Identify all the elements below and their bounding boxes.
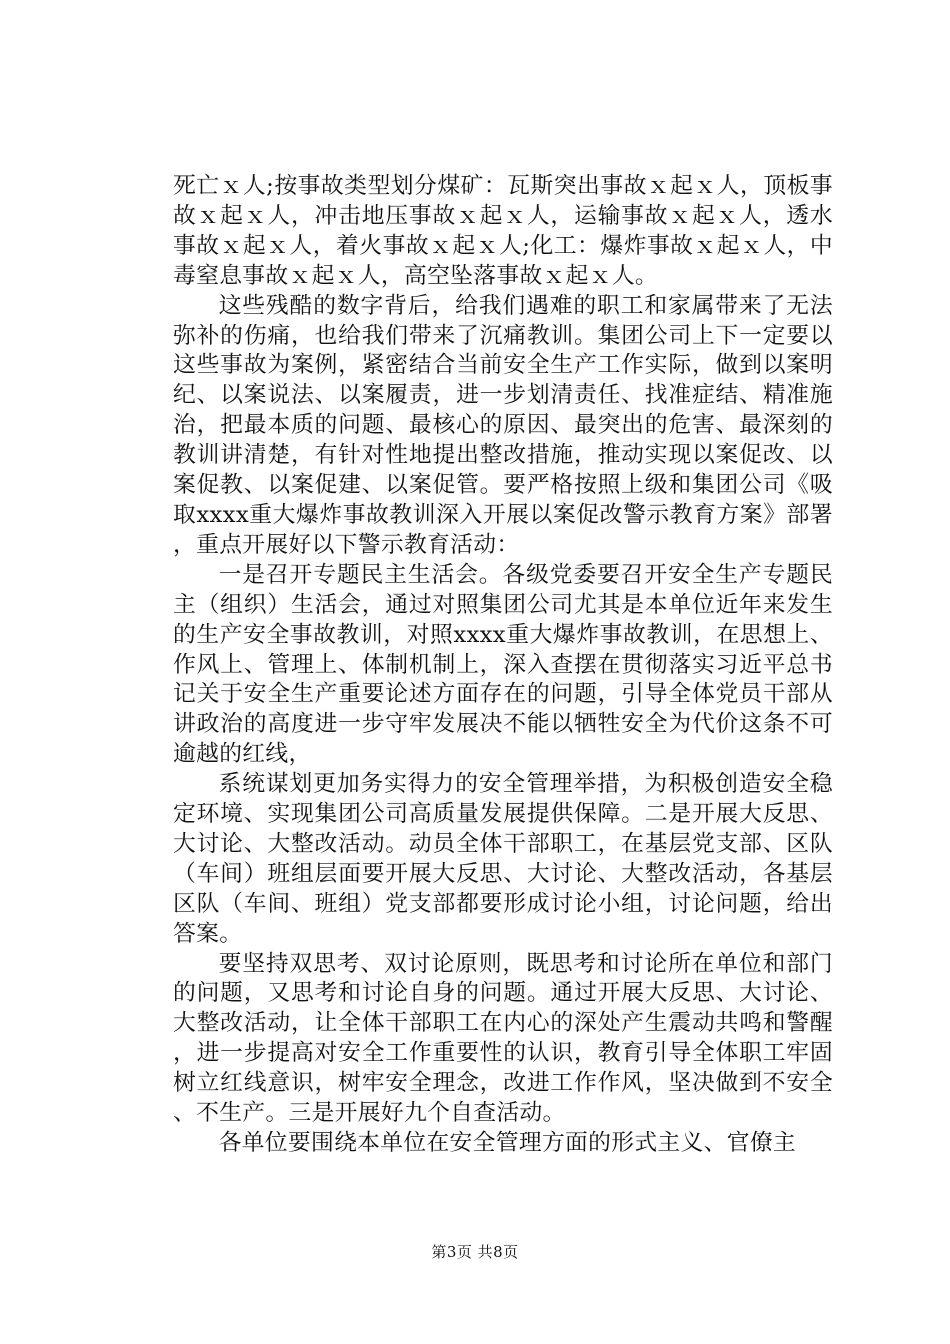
paragraph-democratic-meeting: 一是召开专题民主生活会。各级党委要召开安全生产专题民主（组织）生活会，通过对照集团公司尤其是本单位近年来发生的生产安全事故教训，对照xxxx重大爆炸事故教训，在思想上、作风上、管理上、体制机制上，深入查摆在贯彻落实习近平总书记关于安全生产重要论述方面存在的问题，引导全体党员干部从讲政治的高度进一步守牢发展决不能以牺牲安全为代价这条不可逾越的红线， xyxy=(173,561,833,768)
document-body xyxy=(173,172,833,1159)
paragraph-reflection-activity: 系统谋划更加务实得力的安全管理举措，为积极创造安全稳定环境、实现集团公司高质量发展提供保障。二是开展大反思、大讨论、大整改活动。动员全体干部职工，在基层党支部、区队（车间）班组层面要开展大反思、大讨论、大整改活动，各基层区队（车间、班组）党支部都要形成讨论小组，讨论问题，给出答案。 xyxy=(173,771,833,947)
paragraph-self-inspection: 各单位要围绕本单位在安全管理方面的形式主义、官僚主 xyxy=(218,1130,797,1156)
page-number-footer: 第3页 共8页 xyxy=(431,1243,519,1261)
paragraph-accident-stats: 死亡ｘ人;按事故类型划分煤矿：瓦斯突出事故ｘ起ｘ人，顶板事故ｘ起ｘ人，冲击地压事故ｘ起ｘ人，运输事故ｘ起ｘ人，透水事故ｘ起ｘ人，着火事故ｘ起ｘ人;化工：爆炸事故ｘ起ｘ人，中毒窒息事故ｘ起ｘ人，高空坠落事故ｘ起ｘ人。 xyxy=(173,173,833,289)
paragraph-lessons: 这些残酷的数字背后，给我们遇难的职工和家属带来了无法弥补的伤痛，也给我们带来了沉痛教训。集团公司上下一定要以这些事故为案例，紧密结合当前安全生产工作实际，做到以案明纪、以案说法、以案履责，进一步划清责任、找准症结、精准施治，把最本质的问题、最核心的原因、最突出的危害、最深刻的教训讲清楚，有针对性地提出整改措施，推动实现以案促改、以案促教、以案促建、以案促管。要严格按照上级和集团公司《吸取xxxx重大爆炸事故教训深入开展以案促改警示教育方案》部署，重点开展好以下警示教育活动： xyxy=(173,292,833,558)
paragraph-double-thinking: 要坚持双思考、双讨论原则，既思考和讨论所在单位和部门的问题，又思考和讨论自身的问题。通过开展大反思、大讨论、大整改活动，让全体干部职工在内心的深处产生震动共鸣和警醒，进一步提高对安全工作重要性的认识，教育引导全体职工牢固树立红线意识，树牢安全理念，改进工作作风，坚决做到不安全、不生产。三是开展好九个自查活动。 xyxy=(173,950,833,1127)
